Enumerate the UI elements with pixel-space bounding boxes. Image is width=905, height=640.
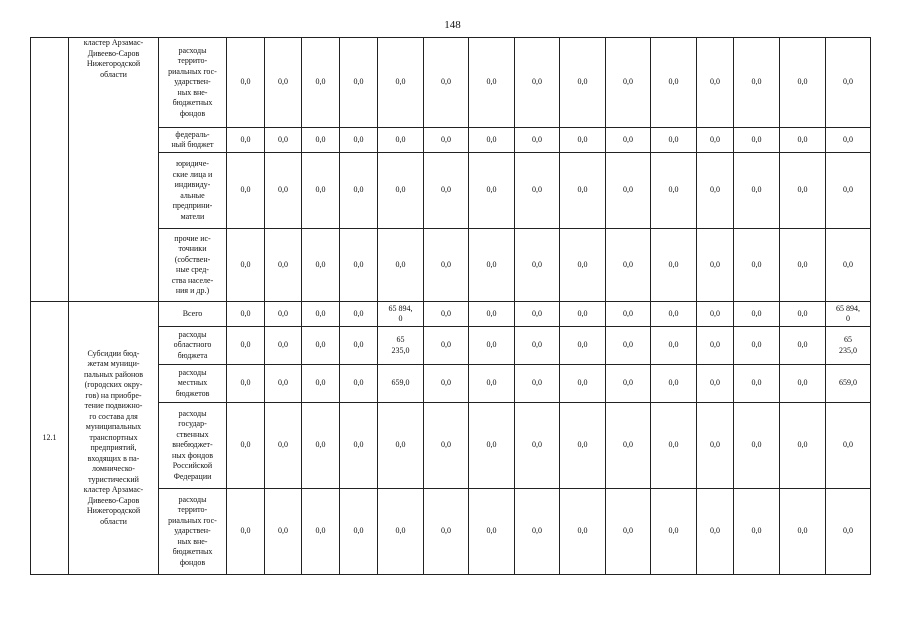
value-cell: 0,0 xyxy=(424,128,469,153)
value-cell: 65 894, 0 xyxy=(826,302,871,327)
value-cell: 0,0 xyxy=(469,128,515,153)
value-cell: 0,0 xyxy=(734,489,780,575)
value-cell: 0,0 xyxy=(469,38,515,128)
value-cell: 0,0 xyxy=(734,153,780,229)
value-cell: 659,0 xyxy=(826,365,871,403)
value-cell: 0,0 xyxy=(826,38,871,128)
value-cell: 0,0 xyxy=(606,229,651,302)
value-cell: 0,0 xyxy=(340,38,378,128)
funding-source-cell: расходы террито- риальных гос- ударствен- ных вне- бюджетных фондов xyxy=(159,489,227,575)
page-number: 148 xyxy=(444,19,461,31)
value-cell: 0,0 xyxy=(780,38,826,128)
value-cell: 0,0 xyxy=(469,365,515,403)
value-cell: 0,0 xyxy=(302,38,340,128)
value-cell: 0,0 xyxy=(227,365,265,403)
value-cell: 0,0 xyxy=(826,128,871,153)
value-cell: 0,0 xyxy=(227,153,265,229)
value-cell: 0,0 xyxy=(606,365,651,403)
value-cell: 0,0 xyxy=(734,302,780,327)
value-cell: 0,0 xyxy=(606,403,651,489)
value-cell: 0,0 xyxy=(265,489,302,575)
value-cell: 0,0 xyxy=(826,489,871,575)
value-cell: 0,0 xyxy=(424,489,469,575)
value-cell: 0,0 xyxy=(560,365,606,403)
value-cell: 0,0 xyxy=(697,128,734,153)
value-cell: 0,0 xyxy=(302,327,340,365)
value-cell: 0,0 xyxy=(469,327,515,365)
budget-table xyxy=(30,37,871,575)
value-cell: 0,0 xyxy=(560,327,606,365)
value-cell: 0,0 xyxy=(606,153,651,229)
value-cell: 0,0 xyxy=(826,153,871,229)
value-cell: 0,0 xyxy=(265,365,302,403)
value-cell: 0,0 xyxy=(378,153,424,229)
value-cell: 65 894, 0 xyxy=(378,302,424,327)
value-cell: 0,0 xyxy=(340,327,378,365)
value-cell: 0,0 xyxy=(734,128,780,153)
value-cell: 0,0 xyxy=(340,302,378,327)
value-cell: 0,0 xyxy=(302,128,340,153)
value-cell: 0,0 xyxy=(734,403,780,489)
value-cell: 0,0 xyxy=(515,38,560,128)
funding-source-cell: Всего xyxy=(159,302,227,327)
value-cell: 0,0 xyxy=(651,229,697,302)
value-cell: 0,0 xyxy=(780,489,826,575)
value-cell: 0,0 xyxy=(340,153,378,229)
value-cell: 0,0 xyxy=(734,38,780,128)
value-cell: 0,0 xyxy=(302,153,340,229)
value-cell: 0,0 xyxy=(697,229,734,302)
value-cell: 0,0 xyxy=(560,38,606,128)
funding-source-cell: расходы государ- ственных внебюджет- ных фондов Российской Федерации xyxy=(159,403,227,489)
value-cell: 0,0 xyxy=(424,38,469,128)
value-cell: 659,0 xyxy=(378,365,424,403)
value-cell: 0,0 xyxy=(424,302,469,327)
value-cell: 65 235,0 xyxy=(378,327,424,365)
value-cell: 0,0 xyxy=(378,229,424,302)
value-cell: 0,0 xyxy=(515,229,560,302)
value-cell: 0,0 xyxy=(651,365,697,403)
value-cell: 0,0 xyxy=(265,302,302,327)
value-cell: 0,0 xyxy=(378,128,424,153)
value-cell: 0,0 xyxy=(469,302,515,327)
value-cell: 0,0 xyxy=(265,229,302,302)
value-cell: 0,0 xyxy=(227,302,265,327)
row-number-cell xyxy=(31,38,69,302)
value-cell: 0,0 xyxy=(469,229,515,302)
value-cell: 0,0 xyxy=(265,128,302,153)
value-cell: 0,0 xyxy=(780,365,826,403)
value-cell: 0,0 xyxy=(606,327,651,365)
funding-source-cell: прочие ис- точники (собствен- ные сред- ства населе- ния и др.) xyxy=(159,229,227,302)
value-cell: 0,0 xyxy=(265,38,302,128)
funding-source-cell: расходы областного бюджета xyxy=(159,327,227,365)
value-cell: 0,0 xyxy=(227,327,265,365)
value-cell: 0,0 xyxy=(606,38,651,128)
value-cell: 0,0 xyxy=(780,128,826,153)
value-cell: 0,0 xyxy=(515,128,560,153)
value-cell: 0,0 xyxy=(227,38,265,128)
funding-source-cell: юридиче- ские лица и индивиду- альные предприни- матели xyxy=(159,153,227,229)
value-cell: 0,0 xyxy=(697,489,734,575)
value-cell: 0,0 xyxy=(697,302,734,327)
value-cell: 0,0 xyxy=(606,302,651,327)
value-cell: 0,0 xyxy=(424,403,469,489)
value-cell: 0,0 xyxy=(302,302,340,327)
value-cell: 0,0 xyxy=(378,403,424,489)
value-cell: 0,0 xyxy=(424,229,469,302)
value-cell: 0,0 xyxy=(340,128,378,153)
value-cell: 0,0 xyxy=(227,403,265,489)
value-cell: 0,0 xyxy=(265,403,302,489)
value-cell: 0,0 xyxy=(265,327,302,365)
value-cell: 0,0 xyxy=(227,489,265,575)
value-cell: 0,0 xyxy=(515,489,560,575)
value-cell: 0,0 xyxy=(734,327,780,365)
value-cell: 0,0 xyxy=(651,403,697,489)
value-cell: 0,0 xyxy=(651,38,697,128)
value-cell: 0,0 xyxy=(697,153,734,229)
value-cell: 0,0 xyxy=(302,365,340,403)
value-cell: 0,0 xyxy=(515,403,560,489)
value-cell: 0,0 xyxy=(469,403,515,489)
value-cell: 0,0 xyxy=(560,302,606,327)
value-cell: 0,0 xyxy=(340,229,378,302)
value-cell: 0,0 xyxy=(265,153,302,229)
value-cell: 0,0 xyxy=(826,229,871,302)
value-cell: 0,0 xyxy=(340,365,378,403)
value-cell: 0,0 xyxy=(302,489,340,575)
value-cell: 0,0 xyxy=(424,365,469,403)
value-cell: 0,0 xyxy=(651,489,697,575)
value-cell: 0,0 xyxy=(780,302,826,327)
value-cell: 0,0 xyxy=(469,489,515,575)
value-cell: 0,0 xyxy=(378,38,424,128)
value-cell: 0,0 xyxy=(826,403,871,489)
value-cell: 0,0 xyxy=(560,153,606,229)
value-cell: 0,0 xyxy=(469,153,515,229)
value-cell: 0,0 xyxy=(734,365,780,403)
value-cell: 0,0 xyxy=(424,327,469,365)
value-cell: 0,0 xyxy=(780,229,826,302)
value-cell: 0,0 xyxy=(697,403,734,489)
value-cell: 0,0 xyxy=(302,229,340,302)
value-cell: 0,0 xyxy=(697,38,734,128)
value-cell: 0,0 xyxy=(227,229,265,302)
funding-source-cell: расходы террито- риальных гос- ударствен- ных вне- бюджетных фондов xyxy=(159,38,227,128)
value-cell: 0,0 xyxy=(606,128,651,153)
value-cell: 0,0 xyxy=(378,489,424,575)
value-cell: 0,0 xyxy=(651,153,697,229)
value-cell: 0,0 xyxy=(697,365,734,403)
value-cell: 0,0 xyxy=(651,302,697,327)
table-row xyxy=(31,302,871,327)
value-cell: 0,0 xyxy=(560,128,606,153)
value-cell: 0,0 xyxy=(651,327,697,365)
value-cell: 0,0 xyxy=(560,403,606,489)
value-cell: 0,0 xyxy=(560,229,606,302)
value-cell: 0,0 xyxy=(780,403,826,489)
row-number-cell: 12.1 xyxy=(31,302,69,575)
value-cell: 0,0 xyxy=(780,327,826,365)
value-cell: 0,0 xyxy=(515,327,560,365)
value-cell: 0,0 xyxy=(424,153,469,229)
value-cell: 0,0 xyxy=(302,403,340,489)
table-row xyxy=(31,38,871,128)
value-cell: 0,0 xyxy=(515,302,560,327)
value-cell: 0,0 xyxy=(340,489,378,575)
value-cell: 0,0 xyxy=(734,229,780,302)
value-cell: 0,0 xyxy=(515,153,560,229)
value-cell: 65 235,0 xyxy=(826,327,871,365)
value-cell: 0,0 xyxy=(560,489,606,575)
value-cell: 0,0 xyxy=(515,365,560,403)
value-cell: 0,0 xyxy=(651,128,697,153)
value-cell: 0,0 xyxy=(780,153,826,229)
value-cell: 0,0 xyxy=(606,489,651,575)
value-cell: 0,0 xyxy=(227,128,265,153)
funding-source-cell: федераль- ный бюджет xyxy=(159,128,227,153)
funding-source-cell: расходы местных бюджетов xyxy=(159,365,227,403)
program-description-cell: кластер Арзамас- Дивеево-Саров Нижегородской области xyxy=(69,38,159,302)
value-cell: 0,0 xyxy=(697,327,734,365)
program-description-cell: Субсидии бюд- жетам муници- пальных районов (городских окру- гов) на приобре- тение подвижно- го состава для муниципальных транспортных предприятий, входящих в па- ломническо- туристический кластер Арзамас- Дивеево-Саров Нижегородской области xyxy=(69,302,159,575)
value-cell: 0,0 xyxy=(340,403,378,489)
